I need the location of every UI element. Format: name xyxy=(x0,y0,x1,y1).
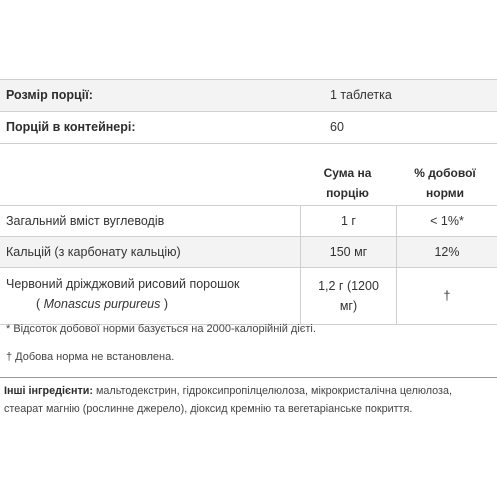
nutrient-amount-line1: 1,2 г (1200 xyxy=(318,279,379,293)
serving-info xyxy=(0,79,497,144)
amount-header-line1: Сума на xyxy=(323,166,372,180)
serving-size-label: Розмір порції: xyxy=(6,88,93,102)
nutrient-dv: † xyxy=(397,268,497,325)
nutrient-dv: 12% xyxy=(397,237,497,268)
not-established-footnote: † Добова норма не встановлена. xyxy=(6,351,175,363)
servings-per-container-value: 60 xyxy=(330,120,344,134)
nutrient-scientific-name xyxy=(6,294,300,314)
dv-header-line2: норми xyxy=(425,186,464,200)
nutrient-name: Червоний дріжджовий рисовий порошок xyxy=(6,277,240,291)
sci-open-paren: ( xyxy=(36,297,44,311)
nutrient-name-cell xyxy=(0,268,301,325)
table-row xyxy=(0,206,497,237)
nutrient-amount: 1 г xyxy=(301,206,397,237)
servings-per-container-row xyxy=(0,111,497,144)
other-ingredients-text: мальтодекстрин, гідроксипропілцелюлоза, мікрокристалічна целюлоза, стеарат магнію (рослинне джерело), діоксид кремнію та вегетаріанське покриття. xyxy=(4,385,453,415)
nutrient-name: Загальний вміст вуглеводів xyxy=(0,206,301,237)
servings-per-container-label: Порцій в контейнері: xyxy=(6,120,136,134)
other-ingredients-label: Інші інгредієнти: xyxy=(4,385,93,397)
table-row xyxy=(0,268,497,325)
serving-size-row xyxy=(0,79,497,111)
amount-per-serving-header xyxy=(300,163,395,203)
other-ingredients xyxy=(4,382,493,418)
sci-close-paren: ) xyxy=(160,297,169,311)
dv-header-line1: % добової xyxy=(414,166,476,180)
daily-value-header xyxy=(397,163,493,203)
serving-size-value: 1 таблетка xyxy=(330,88,392,102)
nutrient-amount-line2: мг) xyxy=(339,299,358,313)
nutrient-amount: 150 мг xyxy=(301,237,397,268)
table-row xyxy=(0,237,497,268)
divider xyxy=(0,377,497,378)
nutrient-dv: < 1%* xyxy=(397,206,497,237)
daily-value-footnote: * Відсоток добової норми базується на 2000-калорійній дієті. xyxy=(6,323,316,335)
nutrient-amount-cell xyxy=(301,268,397,325)
nutrition-table xyxy=(0,205,497,325)
sci-name: Monascus purpureus xyxy=(43,297,161,311)
amount-header-line2: порцію xyxy=(326,186,369,200)
nutrient-name: Кальцій (з карбонату кальцію) xyxy=(0,237,301,268)
